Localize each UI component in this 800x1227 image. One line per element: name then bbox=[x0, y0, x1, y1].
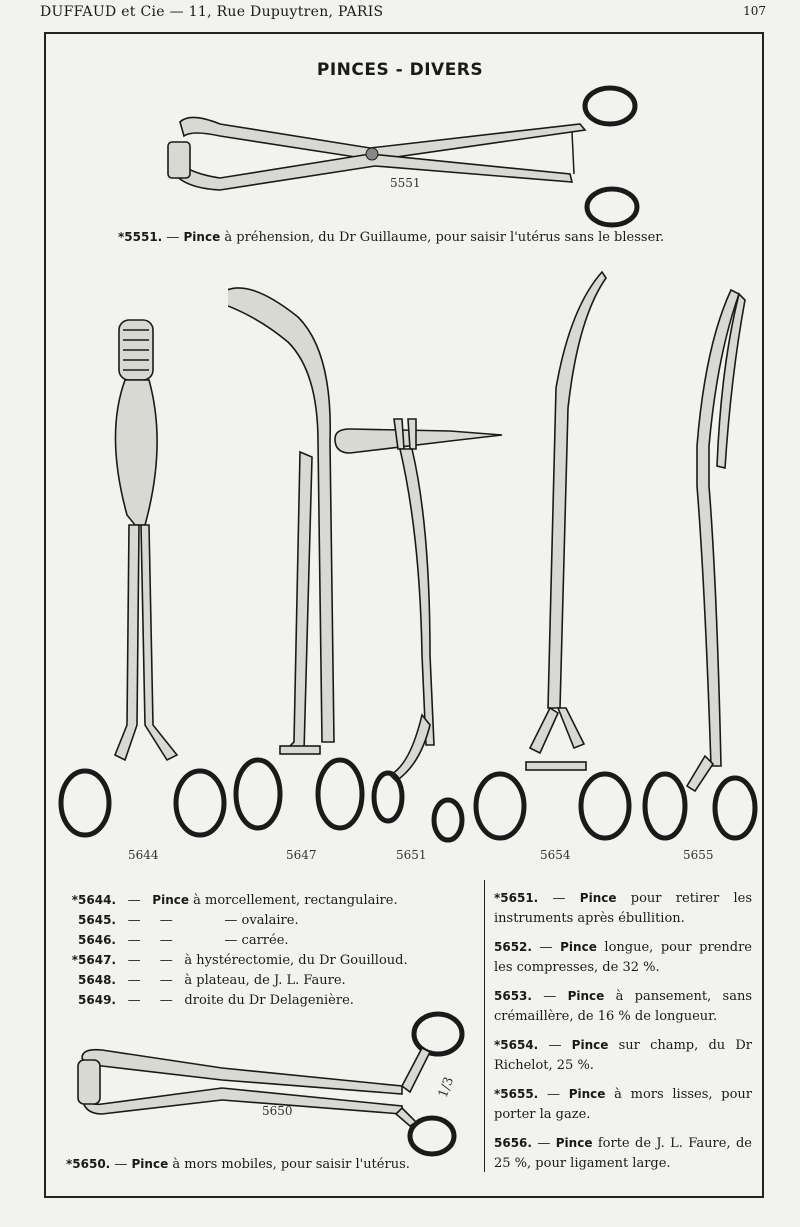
instrument-5654-illustration bbox=[470, 268, 640, 844]
item-description: à mors mobiles, pour saisir l'utérus. bbox=[172, 1157, 410, 1172]
list-item: *5655. — Pince à mors lisses, pour porter la gaze. bbox=[494, 1087, 752, 1122]
arm-left bbox=[687, 756, 713, 791]
arm-top bbox=[402, 1048, 430, 1092]
shaft-inner bbox=[284, 452, 312, 752]
jaw-upper bbox=[180, 117, 585, 160]
ring-bottom bbox=[410, 1118, 454, 1154]
list-item: 5646. — — — carrée. bbox=[78, 933, 289, 948]
instrument-5644-illustration bbox=[55, 315, 230, 845]
list-item: *5647. — — à hystérectomie, du Dr Gouilloud. bbox=[71, 953, 408, 968]
list-item: *5644. — Pince à morcellement, rectangulaire. bbox=[71, 893, 398, 908]
pivot bbox=[366, 148, 378, 160]
curved-jaw bbox=[548, 272, 606, 708]
ratchet bbox=[526, 762, 586, 770]
instrument-5655-illustration bbox=[635, 286, 765, 846]
item-description: à préhension, du Dr Guillaume, pour saisir l'utérus sans le blesser. bbox=[224, 230, 665, 245]
curved-jaw bbox=[228, 288, 334, 742]
figure-number-5647: 5647 bbox=[286, 848, 317, 862]
item-number: *5650. bbox=[66, 1157, 111, 1171]
ring-right bbox=[715, 778, 755, 838]
shaft bbox=[115, 525, 177, 760]
list-item: 5653. — Pince à pansement, sans crémaillère, de 16 % de longueur. bbox=[494, 989, 752, 1024]
publisher-line: DUFFAUD et Cie — 11, Rue Dupuytren, PARIS bbox=[40, 4, 384, 20]
page-number: 107 bbox=[743, 4, 766, 18]
figure-number-5655: 5655 bbox=[683, 848, 714, 862]
left-item-list bbox=[60, 890, 480, 1010]
list-item: 5656. — Pince forte de J. L. Faure, de 25 %, pour ligament large. bbox=[494, 1136, 752, 1171]
list-item: 5648. — — à plateau, de J. L. Faure. bbox=[78, 973, 346, 988]
ring-left bbox=[61, 771, 109, 835]
ring-bottom bbox=[587, 189, 637, 225]
item-name: Pince bbox=[131, 1157, 169, 1171]
separator: — bbox=[166, 230, 180, 245]
ring-top bbox=[585, 88, 635, 124]
scale-note: 1/3 bbox=[435, 1075, 458, 1100]
list-item: *5651. — Pince pour retirer les instruments après ébullition. bbox=[494, 891, 752, 926]
ring-left bbox=[476, 774, 524, 838]
jaw-lower bbox=[82, 1088, 402, 1114]
figure-number-5654: 5654 bbox=[540, 848, 571, 862]
jaw-tip bbox=[78, 1060, 100, 1104]
list-item: 5652. — Pince longue, pour prendre les compresses, de 32 %. bbox=[494, 940, 752, 975]
shaft bbox=[400, 449, 434, 745]
ring-left bbox=[645, 774, 685, 838]
figure-number-5644: 5644 bbox=[128, 848, 159, 862]
ring-right bbox=[434, 800, 462, 840]
column-divider bbox=[484, 880, 485, 1172]
instrument-5650-illustration bbox=[72, 1008, 472, 1158]
figure-number-5551: 5551 bbox=[390, 176, 421, 190]
ratchet bbox=[280, 746, 320, 754]
item-name: Pince bbox=[183, 230, 221, 244]
figure-number-5650: 5650 bbox=[262, 1104, 293, 1118]
figure-number-5651: 5651 bbox=[396, 848, 427, 862]
list-item: 5649. — — droite du Dr Delagenière. bbox=[78, 993, 354, 1008]
instrument-5551-illustration bbox=[160, 82, 650, 232]
page-header bbox=[40, 4, 766, 24]
separator: — bbox=[114, 1157, 128, 1172]
arm-bottom bbox=[396, 1108, 416, 1126]
serration bbox=[168, 142, 190, 178]
item-number: *5551. bbox=[118, 230, 163, 244]
shaft-right bbox=[558, 708, 584, 748]
caption-5551 bbox=[118, 230, 664, 245]
arm-left bbox=[390, 715, 430, 781]
ring-right bbox=[176, 771, 224, 835]
page-title: PINCES - DIVERS bbox=[316, 60, 484, 80]
shaft-left bbox=[530, 708, 558, 753]
ring-left bbox=[236, 760, 280, 828]
ratchet bbox=[572, 132, 574, 174]
list-item: *5654. — Pince sur champ, du Dr Richelot, 25 %. bbox=[494, 1038, 752, 1073]
right-item-list bbox=[494, 888, 752, 1182]
open-loop bbox=[115, 380, 157, 525]
list-item: 5645. — — — ovalaire. bbox=[78, 913, 299, 928]
jaw-upper bbox=[82, 1050, 402, 1094]
ring-right bbox=[581, 774, 629, 838]
caption-5650 bbox=[66, 1157, 410, 1172]
ring-left bbox=[374, 773, 402, 821]
